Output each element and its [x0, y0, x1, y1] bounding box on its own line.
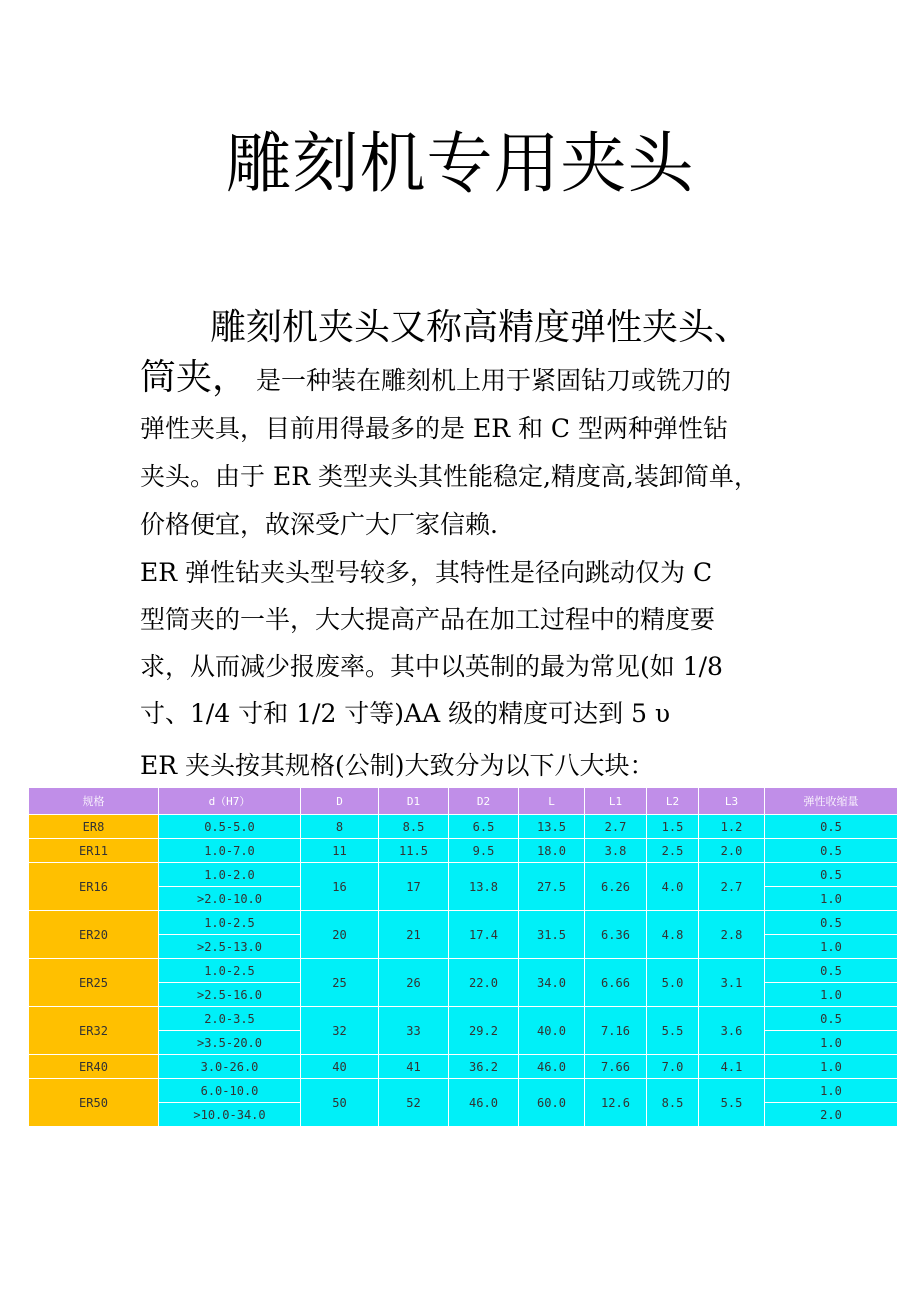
- cell: 7.16: [585, 1007, 647, 1055]
- column-header: D: [301, 788, 379, 815]
- cell: 31.5: [519, 911, 585, 959]
- intro-line: 价格便宜，故深受广大厂家信赖.: [140, 510, 498, 539]
- cell: 33: [379, 1007, 449, 1055]
- cell: 5.5: [699, 1079, 765, 1127]
- cell: 8.5: [647, 1079, 699, 1127]
- intro-lead-text: 筒夹，: [140, 357, 249, 398]
- cell: 2.5: [647, 839, 699, 863]
- cell: 4.0: [647, 863, 699, 911]
- cell: 16: [301, 863, 379, 911]
- table-row: [29, 959, 898, 983]
- page-title: 雕刻机专用夹头: [225, 125, 695, 202]
- cell: 20: [301, 911, 379, 959]
- cell: 12.6: [585, 1079, 647, 1127]
- column-header: L: [519, 788, 585, 815]
- shrink-cell: 0.5: [765, 839, 898, 863]
- cell: 29.2: [449, 1007, 519, 1055]
- column-header: 规格: [29, 788, 159, 815]
- cell: 2.0: [699, 839, 765, 863]
- shrink-cell: 0.5: [765, 1007, 898, 1031]
- intro-paragraph: [140, 354, 800, 549]
- shrink-cell: 0.5: [765, 959, 898, 983]
- paragraph-line: 寸、1/4 寸和 1/2 寸等)AA 级的精度可达到 5 υ: [140, 699, 671, 728]
- cell: 26: [379, 959, 449, 1007]
- intro-line: 夹头。由于 ER 类型夹头其性能稳定,精度高,装卸简单，: [140, 462, 759, 491]
- collet-spec-table: [28, 787, 898, 1127]
- cell: 46.0: [449, 1079, 519, 1127]
- d-range-cell: 1.0-2.5: [159, 911, 301, 935]
- d-range-cell: >2.5-13.0: [159, 935, 301, 959]
- cell: 21: [379, 911, 449, 959]
- d-range-cell: >2.5-16.0: [159, 983, 301, 1007]
- spec-cell: ER25: [29, 959, 159, 1007]
- shrink-cell: 1.0: [765, 935, 898, 959]
- cell: 32: [301, 1007, 379, 1055]
- shrink-cell: 2.0: [765, 1103, 898, 1127]
- cell: 8.5: [379, 815, 449, 839]
- shrink-cell: 1.0: [765, 1055, 898, 1079]
- spec-cell: ER20: [29, 911, 159, 959]
- d-range-cell: 1.0-7.0: [159, 839, 301, 863]
- column-header: 弹性收缩量: [765, 788, 898, 815]
- table-row: [29, 815, 898, 839]
- table-intro-paragraph: [140, 744, 800, 788]
- table-row: [29, 863, 898, 887]
- cell: 17.4: [449, 911, 519, 959]
- table-row: [29, 911, 898, 935]
- cell: 3.1: [699, 959, 765, 1007]
- spec-cell: ER32: [29, 1007, 159, 1055]
- d-range-cell: 6.0-10.0: [159, 1079, 301, 1103]
- shrink-cell: 1.0: [765, 983, 898, 1007]
- spec-cell: ER16: [29, 863, 159, 911]
- d-range-cell: >2.0-10.0: [159, 887, 301, 911]
- cell: 3.8: [585, 839, 647, 863]
- spec-cell: ER8: [29, 815, 159, 839]
- paragraph-line: 型筒夹的一半，大大提高产品在加工过程中的精度要: [140, 605, 716, 634]
- cell: 11.5: [379, 839, 449, 863]
- spec-cell: ER50: [29, 1079, 159, 1127]
- cell: 1.5: [647, 815, 699, 839]
- d-range-cell: 3.0-26.0: [159, 1055, 301, 1079]
- cell: 4.1: [699, 1055, 765, 1079]
- er-features-paragraph: [140, 549, 800, 737]
- column-header: L3: [699, 788, 765, 815]
- intro-line: [140, 354, 800, 405]
- table-row: [29, 1079, 898, 1103]
- shrink-cell: 0.5: [765, 911, 898, 935]
- column-header: D1: [379, 788, 449, 815]
- cell: 7.0: [647, 1055, 699, 1079]
- cell: 40.0: [519, 1007, 585, 1055]
- cell: 50: [301, 1079, 379, 1127]
- column-header: D2: [449, 788, 519, 815]
- d-range-cell: >10.0-34.0: [159, 1103, 301, 1127]
- paragraph-line: 求，从而减少报废率。其中以英制的最为常见(如 1/8: [140, 652, 723, 681]
- cell: 5.5: [647, 1007, 699, 1055]
- spec-cell: ER11: [29, 839, 159, 863]
- shrink-cell: 1.0: [765, 1031, 898, 1055]
- cell: 18.0: [519, 839, 585, 863]
- cell: 2.7: [699, 863, 765, 911]
- cell: 34.0: [519, 959, 585, 1007]
- cell: 1.2: [699, 815, 765, 839]
- d-range-cell: 1.0-2.5: [159, 959, 301, 983]
- cell: 6.36: [585, 911, 647, 959]
- intro-line: 弹性夹具，目前用得最多的是 ER 和 C 型两种弹性钻: [140, 414, 728, 443]
- cell: 40: [301, 1055, 379, 1079]
- cell: 4.8: [647, 911, 699, 959]
- column-header: L2: [647, 788, 699, 815]
- cell: 3.6: [699, 1007, 765, 1055]
- cell: 5.0: [647, 959, 699, 1007]
- cell: 11: [301, 839, 379, 863]
- shrink-cell: 1.0: [765, 1079, 898, 1103]
- shrink-cell: 0.5: [765, 863, 898, 887]
- cell: 46.0: [519, 1055, 585, 1079]
- d-range-cell: 2.0-3.5: [159, 1007, 301, 1031]
- cell: 27.5: [519, 863, 585, 911]
- cell: 8: [301, 815, 379, 839]
- d-range-cell: 1.0-2.0: [159, 863, 301, 887]
- paragraph-line: ER 弹性钻夹头型号较多，其特性是径向跳动仅为 C: [140, 558, 713, 587]
- column-header: d（H7）: [159, 788, 301, 815]
- shrink-cell: 1.0: [765, 887, 898, 911]
- spec-cell: ER40: [29, 1055, 159, 1079]
- table-row: [29, 1055, 898, 1079]
- cell: 9.5: [449, 839, 519, 863]
- cell: 6.5: [449, 815, 519, 839]
- table-row: [29, 839, 898, 863]
- table-row: [29, 1007, 898, 1031]
- column-header: L1: [585, 788, 647, 815]
- intro-rest-text: 是一种装在雕刻机上用于紧固钻刀或铣刀的: [248, 366, 731, 395]
- intro-paragraph-first-line: [140, 300, 810, 356]
- cell: 52: [379, 1079, 449, 1127]
- cell: 25: [301, 959, 379, 1007]
- cell: 2.7: [585, 815, 647, 839]
- cell: 36.2: [449, 1055, 519, 1079]
- cell: 17: [379, 863, 449, 911]
- paragraph-line: ER 夹头按其规格(公制)大致分为以下八大块：: [140, 751, 655, 780]
- cell: 41: [379, 1055, 449, 1079]
- intro-line: 雕刻机夹头又称高精度弹性夹头、: [210, 307, 751, 348]
- cell: 7.66: [585, 1055, 647, 1079]
- d-range-cell: 0.5-5.0: [159, 815, 301, 839]
- d-range-cell: >3.5-20.0: [159, 1031, 301, 1055]
- cell: 13.8: [449, 863, 519, 911]
- cell: 2.8: [699, 911, 765, 959]
- cell: 22.0: [449, 959, 519, 1007]
- cell: 6.66: [585, 959, 647, 1007]
- table-header-row: [29, 788, 898, 815]
- cell: 6.26: [585, 863, 647, 911]
- shrink-cell: 0.5: [765, 815, 898, 839]
- cell: 13.5: [519, 815, 585, 839]
- cell: 60.0: [519, 1079, 585, 1127]
